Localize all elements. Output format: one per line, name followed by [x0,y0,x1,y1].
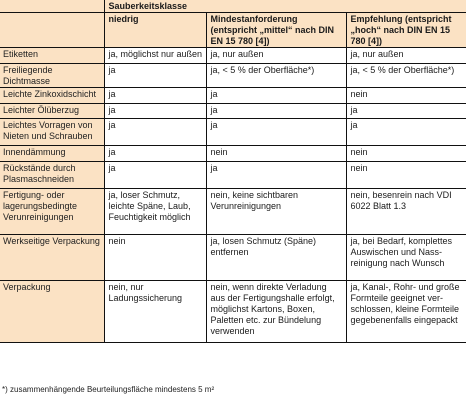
row-label: Leichter Ölüberzug [0,104,104,119]
row-cell: ja, nur außen [346,48,466,64]
header-group-label: Sauberkeitsklasse [104,0,466,13]
row-cell: ja [104,88,206,104]
row-label: Freiliegende Dichtmasse [0,64,104,88]
table-row [0,235,466,281]
table-row [0,48,466,64]
header-corner-cell [0,0,104,13]
row-cell: ja [104,64,206,88]
row-cell: ja [104,104,206,119]
row-label: Leichte Zinkoxidschicht [0,88,104,104]
table-row [0,119,466,146]
row-cell: ja [206,119,346,146]
row-cell: ja, losen Schmutz (Späne) entfernen [206,235,346,281]
row-cell: ja, < 5 % der Oberfläche*) [206,64,346,88]
table-row [0,104,466,119]
table-row [0,64,466,88]
row-cell: nein, besenrein nach VDI 6022 Blatt 1.3 [346,189,466,235]
row-label: Fertigung- oder lagerungsbedingte Verunreinigungen [0,189,104,235]
header-col-niedrig: niedrig [104,13,206,48]
row-cell: nein, wenn direkte Verladung aus der Fertigungshalle erfolgt, möglichst Kartons, Boxen, Paletten etc. zur Bündelung verwenden [206,281,346,343]
row-cell: ja, Kanal-, Rohr- und große Formteile geeignet verschlossen, kleine Formteile gegebenenfalls eingepackt [346,281,466,343]
row-cell: ja [206,162,346,189]
row-cell: ja [206,88,346,104]
table-row [0,88,466,104]
table-row [0,281,466,343]
row-cell: ja, < 5 % der Oberfläche*) [346,64,466,88]
row-label: Rückstände durch Plasmaschneiden [0,162,104,189]
row-cell: ja, loser Schmutz, leichte Späne, Laub, Feuchtigkeit möglich [104,189,206,235]
table-row [0,146,466,162]
table-footnote: *) zusammenhängende Beurteilungsfläche mindestens 5 m² [2,385,215,394]
header-row-columns [0,13,466,48]
row-label: Werkseitige Verpackung [0,235,104,281]
row-cell: ja [104,162,206,189]
header-col-empfehlung: Empfehlung (entspricht „hoch“ nach DIN EN 15 780 [4]) [346,13,466,48]
row-cell: nein [346,162,466,189]
row-label: Leichtes Vorragen von Nieten und Schrauben [0,119,104,146]
table-row [0,189,466,235]
row-cell: ja [346,119,466,146]
header-corner-cell-2 [0,13,104,48]
row-cell: nein [346,146,466,162]
row-label: Verpackung [0,281,104,343]
row-cell: nein, nur Ladungssicherung [104,281,206,343]
row-cell: ja [104,146,206,162]
table-row [0,162,466,189]
row-label: Etiketten [0,48,104,64]
row-cell: ja [104,119,206,146]
header-col-mindestanforderung: Mindestanforderung (entspricht „mittel“ nach DIN EN 15 780 [4]) [206,13,346,48]
row-label: Innendämmung [0,146,104,162]
header-row-group [0,0,466,13]
row-cell: nein, keine sichtbaren Verunreinigungen [206,189,346,235]
row-cell: nein [346,88,466,104]
row-cell: nein [206,146,346,162]
row-cell: ja, möglichst nur außen [104,48,206,64]
row-cell: ja [206,104,346,119]
row-cell: ja, bei Bedarf, komplettes Auswischen und Nassreinigung nach Wunsch [346,235,466,281]
row-cell: ja [346,104,466,119]
row-cell: nein [104,235,206,281]
row-cell: ja, nur außen [206,48,346,64]
